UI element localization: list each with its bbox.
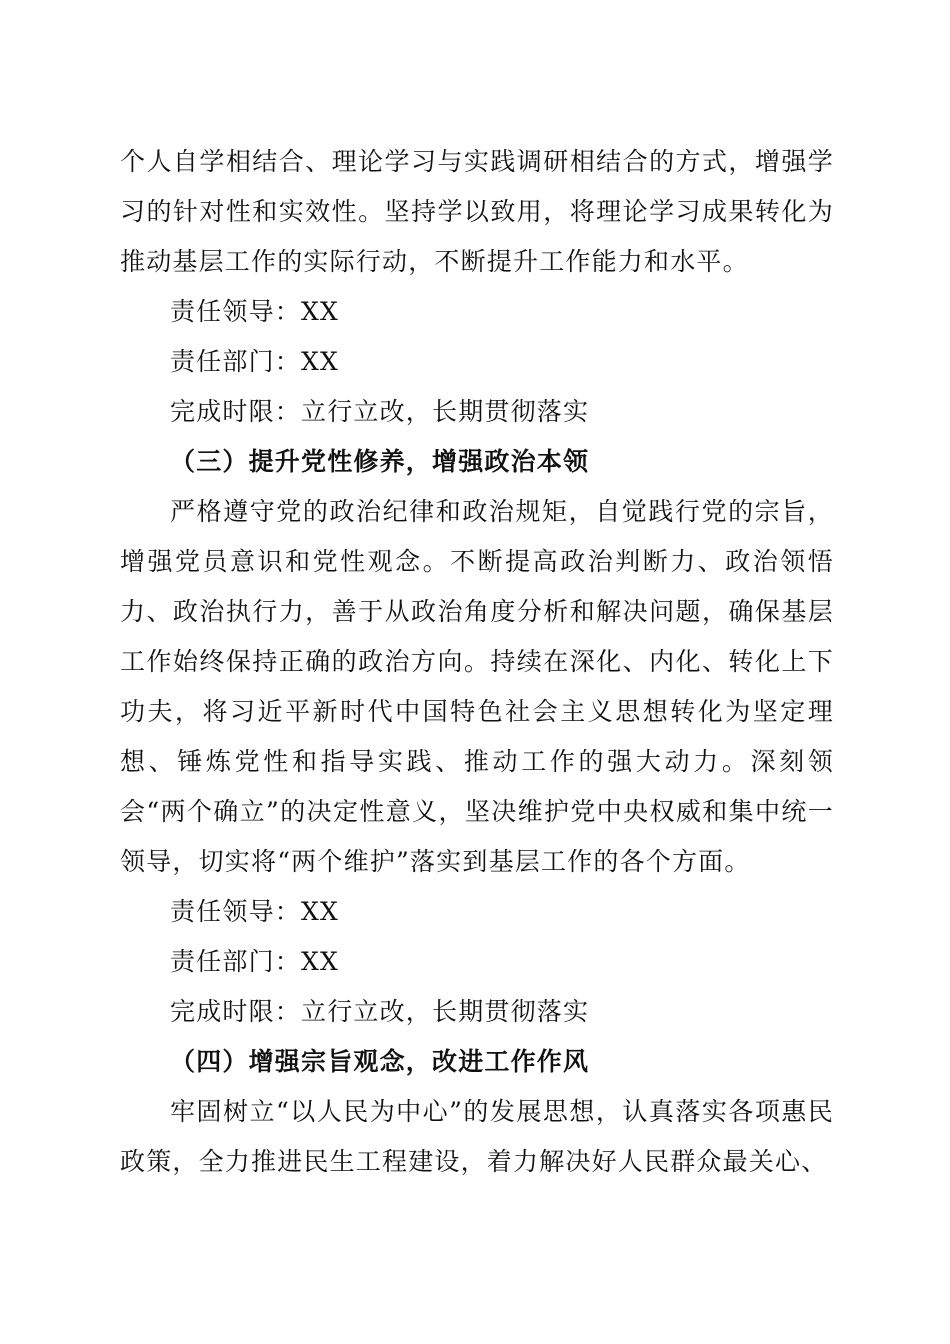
body-paragraph: 牢固树立“以人民为中心”的发展思想，认真落实各项惠民政策，全力推进民生工程建设，着力解决好人民群众最关心、 (120, 1097, 834, 1176)
responsible-leader-line: 责任领导：XX (170, 897, 339, 926)
document-body (120, 137, 834, 1187)
responsible-department-line: 责任部门：XX (170, 347, 339, 376)
section-heading-4: （四）增强宗旨观念，改进工作作风 (170, 1047, 590, 1076)
deadline-line: 完成时限：立行立改，长期贯彻落实 (170, 397, 590, 426)
section-heading-3: （三）提升党性修养，增强政治本领 (170, 447, 590, 476)
body-paragraph-continued: 个人自学相结合、理论学习与实践调研相结合的方式，增强学习的针对性和实效性。坚持学以致用，将理论学习成果转化为推动基层工作的实际行动，不断提升工作能力和水平。 (120, 147, 834, 276)
body-paragraph: 严格遵守党的政治纪律和政治规矩，自觉践行党的宗旨，增强党员意识和党性观念。不断提高政治判断力、政治领悟力、政治执行力，善于从政治角度分析和解决问题，确保基层工作始终保持正确的政治方向。持续在深化、内化、转化上下功夫，将习近平新时代中国特色社会主义思想转化为坚定理想、锤炼党性和指导实践、推动工作的强大动力。深刻领会“两个确立”的决定性意义，坚决维护党中央权威和集中统一领导，切实将“两个维护”落实到基层工作的各个方面。 (120, 497, 834, 876)
deadline-line: 完成时限：立行立改，长期贯彻落实 (170, 997, 590, 1026)
responsible-department-line: 责任部门：XX (170, 947, 339, 976)
responsible-leader-line: 责任领导：XX (170, 297, 339, 326)
